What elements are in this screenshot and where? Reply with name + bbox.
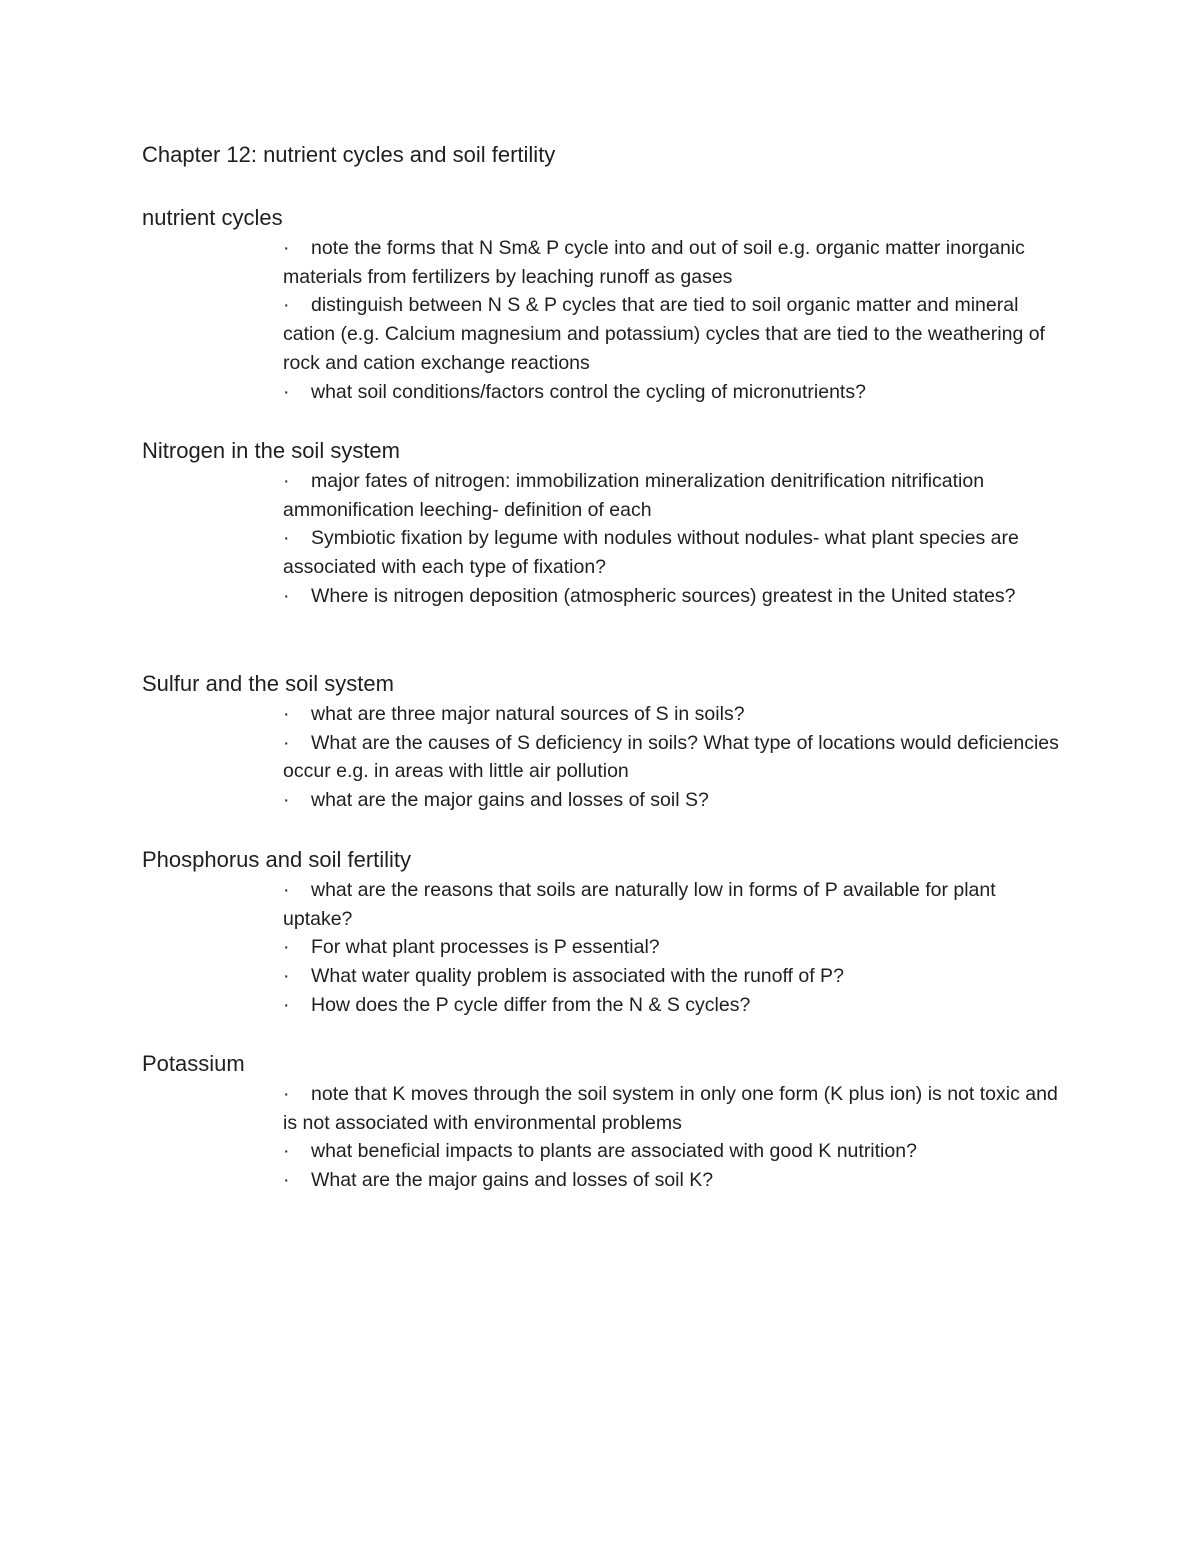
bullet-icon: · <box>283 380 290 403</box>
bullet-icon: · <box>283 879 290 901</box>
bullet-list <box>283 467 1063 611</box>
section-heading: Potassium <box>142 1051 245 1076</box>
bullet-icon: · <box>283 584 290 607</box>
bullet-icon: · <box>283 470 290 492</box>
list-item <box>283 467 1063 524</box>
bullet-icon: · <box>283 1140 290 1163</box>
bullet-icon: · <box>283 965 290 988</box>
list-item <box>283 1166 1063 1195</box>
bullet-icon: · <box>283 703 290 725</box>
section-heading: Sulfur and the soil system <box>142 671 394 696</box>
bullet-list <box>283 700 1063 815</box>
list-item-text: distinguish between N S & P cycles that are tied to soil organic matter and mineral cation (e.g. Calcium magnesium and potassium) cycles that are tied to the weathering of rock and cation exchange reactions <box>283 294 1045 374</box>
list-item <box>283 962 1063 991</box>
page-title: Chapter 12: nutrient cycles and soil fertility <box>142 142 556 167</box>
bullet-list <box>283 876 1063 1020</box>
bullet-list <box>283 1080 1063 1195</box>
bullet-icon: · <box>283 1169 290 1192</box>
list-item-text: what beneficial impacts to plants are associated with good K nutrition? <box>311 1140 917 1163</box>
list-item <box>283 1080 1063 1137</box>
list-item-text: What are the major gains and losses of soil K? <box>311 1169 714 1192</box>
list-item-text: What are the causes of S deficiency in soils? What type of locations would deficiencies occur e.g. in areas with little air pollution <box>283 731 1059 783</box>
section-potassium <box>142 1050 1082 1195</box>
section-nitrogen <box>142 437 1082 611</box>
list-item <box>283 1137 1063 1166</box>
list-item <box>283 729 1063 786</box>
list-item-text: major fates of nitrogen: immobilization mineralization denitrification nitrification ammonification leeching- definition of each <box>283 470 985 521</box>
list-item-text: How does the P cycle differ from the N & S cycles? <box>311 993 751 1016</box>
section-heading: Nitrogen in the soil system <box>142 438 400 463</box>
list-item-text: Where is nitrogen deposition (atmospheric sources) greatest in the United states? <box>311 584 1016 607</box>
bullet-icon: · <box>283 294 290 317</box>
list-item-text: note the forms that N Sm& P cycle into and out of soil e.g. organic matter inorganic materials from fertilizers by leaching runoff as gases <box>283 237 1025 288</box>
list-item-text: What water quality problem is associated with the runoff of P? <box>311 965 844 988</box>
list-item <box>283 582 1063 611</box>
list-item <box>283 700 1063 729</box>
list-item-text: For what plant processes is P essential? <box>311 936 660 959</box>
section-sulfur <box>142 670 1082 815</box>
list-item <box>283 876 1063 933</box>
list-item <box>283 786 1063 815</box>
bullet-list <box>283 234 1063 406</box>
list-item <box>283 291 1063 377</box>
list-item-text: what soil conditions/factors control the cycling of micronutrients? <box>311 380 866 403</box>
section-heading: Phosphorus and soil fertility <box>142 847 412 872</box>
section-nutrient-cycles <box>142 204 1082 406</box>
bullet-icon: · <box>283 237 290 259</box>
bullet-icon: · <box>283 789 290 812</box>
bullet-icon: · <box>283 731 290 754</box>
list-item-text: what are three major natural sources of S in soils? <box>311 703 745 725</box>
section-heading: nutrient cycles <box>142 205 283 230</box>
bullet-icon: · <box>283 993 290 1016</box>
list-item <box>283 524 1063 581</box>
bullet-icon: · <box>283 527 290 550</box>
list-item <box>283 378 1063 407</box>
list-item <box>283 991 1063 1020</box>
list-item <box>283 933 1063 962</box>
section-phosphorus <box>142 846 1082 1020</box>
bullet-icon: · <box>283 936 290 959</box>
list-item-text: Symbiotic fixation by legume with nodules without nodules- what plant species are associated with each type of fixation? <box>283 527 1019 579</box>
bullet-icon: · <box>283 1083 290 1105</box>
list-item-text: note that K moves through the soil system in only one form (K plus ion) is not toxic and is not associated with environmental problems <box>283 1083 1058 1134</box>
list-item-text: what are the major gains and losses of soil S? <box>311 789 709 812</box>
list-item <box>283 234 1063 291</box>
list-item-text: what are the reasons that soils are naturally low in forms of P available for plant uptake? <box>283 879 996 930</box>
